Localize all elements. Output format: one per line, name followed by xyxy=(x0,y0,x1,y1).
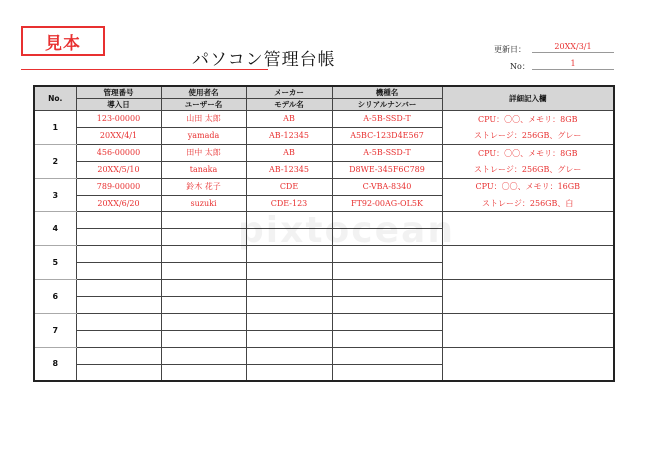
serial-cell[interactable] xyxy=(332,296,442,313)
device-name-cell[interactable]: A-5B-SSD-T xyxy=(332,111,442,128)
model-cell[interactable] xyxy=(246,263,332,280)
maker-cell[interactable] xyxy=(246,347,332,364)
device-name-cell[interactable] xyxy=(332,347,442,364)
device-name-cell[interactable]: C-VBA-8340 xyxy=(332,178,442,195)
updated-value[interactable]: 20XX/3/1 xyxy=(532,41,614,53)
row-number: 5 xyxy=(34,246,76,280)
model-cell[interactable] xyxy=(246,296,332,313)
header-intro-date: 導入日 xyxy=(76,99,161,111)
maker-cell[interactable] xyxy=(246,280,332,297)
detail-line-1[interactable] xyxy=(442,246,614,263)
mgmt-no-cell[interactable] xyxy=(76,280,161,297)
no-value[interactable]: 1 xyxy=(532,58,614,70)
serial-cell[interactable]: A5BC-123D4E567 xyxy=(332,127,442,144)
no-label: No： xyxy=(510,62,530,71)
user-cell[interactable] xyxy=(161,246,246,263)
user-name-cell[interactable]: yamada xyxy=(161,127,246,144)
user-cell[interactable]: 田中 太郎 xyxy=(161,144,246,161)
model-cell[interactable]: AB-12345 xyxy=(246,127,332,144)
mgmt-no-cell[interactable] xyxy=(76,313,161,330)
mgmt-no-cell[interactable] xyxy=(76,212,161,229)
serial-cell[interactable]: D8WE-345F6C789 xyxy=(332,161,442,178)
intro-date-cell[interactable] xyxy=(76,296,161,313)
user-cell[interactable] xyxy=(161,313,246,330)
user-cell[interactable] xyxy=(161,347,246,364)
detail-line-2[interactable] xyxy=(442,330,614,347)
header-maker: メーカー xyxy=(246,86,332,99)
header-user: 使用者名 xyxy=(161,86,246,99)
user-name-cell[interactable] xyxy=(161,296,246,313)
mgmt-no-cell[interactable] xyxy=(76,347,161,364)
row-number: 2 xyxy=(34,144,76,178)
maker-cell[interactable] xyxy=(246,313,332,330)
updated-label: 更新日： xyxy=(494,45,526,54)
detail-line-1[interactable] xyxy=(442,280,614,297)
detail-line-1[interactable] xyxy=(442,347,614,364)
maker-cell[interactable]: CDE xyxy=(246,178,332,195)
intro-date-cell[interactable] xyxy=(76,229,161,246)
user-name-cell[interactable] xyxy=(161,330,246,347)
detail-line-2[interactable] xyxy=(442,229,614,246)
user-cell[interactable] xyxy=(161,280,246,297)
row-number: 8 xyxy=(34,347,76,381)
header-details: 詳細記入欄 xyxy=(442,86,614,111)
sample-badge: 見本 xyxy=(21,26,105,56)
user-cell[interactable] xyxy=(161,212,246,229)
row-number: 1 xyxy=(34,111,76,145)
serial-cell[interactable] xyxy=(332,263,442,280)
serial-cell[interactable] xyxy=(332,330,442,347)
detail-line-2[interactable] xyxy=(442,364,614,381)
detail-line-1[interactable]: CPU：〇〇、メモリ：8GB xyxy=(442,144,614,161)
user-name-cell[interactable] xyxy=(161,229,246,246)
mgmt-no-cell[interactable]: 456-00000 xyxy=(76,144,161,161)
model-cell[interactable] xyxy=(246,364,332,381)
header-device-name: 機種名 xyxy=(332,86,442,99)
serial-cell[interactable] xyxy=(332,364,442,381)
row-number: 3 xyxy=(34,178,76,212)
row-number: 7 xyxy=(34,313,76,347)
serial-cell[interactable]: FT92-00AG-OL5K xyxy=(332,195,442,212)
model-cell[interactable]: AB-12345 xyxy=(246,161,332,178)
device-name-cell[interactable]: A-5B-SSD-T xyxy=(332,144,442,161)
user-name-cell[interactable] xyxy=(161,263,246,280)
maker-cell[interactable]: AB xyxy=(246,144,332,161)
intro-date-cell[interactable] xyxy=(76,364,161,381)
detail-line-2[interactable]: ストレージ：256GB、グレー xyxy=(442,161,614,178)
header-mgmt-no: 管理番号 xyxy=(76,86,161,99)
detail-line-2[interactable] xyxy=(442,263,614,280)
user-name-cell[interactable]: suzuki xyxy=(161,195,246,212)
device-name-cell[interactable] xyxy=(332,212,442,229)
intro-date-cell[interactable]: 20XX/5/10 xyxy=(76,161,161,178)
detail-line-2[interactable]: ストレージ：256GB、白 xyxy=(442,195,614,212)
row-number: 4 xyxy=(34,212,76,246)
detail-line-2[interactable]: ストレージ：256GB、グレー xyxy=(442,127,614,144)
mgmt-no-cell[interactable]: 123-00000 xyxy=(76,111,161,128)
device-name-cell[interactable] xyxy=(332,280,442,297)
mgmt-no-cell[interactable]: 789-00000 xyxy=(76,178,161,195)
intro-date-cell[interactable]: 20XX/4/1 xyxy=(76,127,161,144)
detail-line-1[interactable]: CPU：〇〇、メモリ：16GB xyxy=(442,178,614,195)
intro-date-cell[interactable] xyxy=(76,330,161,347)
header-model: モデル名 xyxy=(246,99,332,111)
header-serial: シリアルナンバー xyxy=(332,99,442,111)
detail-line-1[interactable] xyxy=(442,313,614,330)
mgmt-no-cell[interactable] xyxy=(76,246,161,263)
model-cell[interactable] xyxy=(246,229,332,246)
header-user-name: ユーザー名 xyxy=(161,99,246,111)
intro-date-cell[interactable]: 20XX/6/20 xyxy=(76,195,161,212)
model-cell[interactable]: CDE-123 xyxy=(246,195,332,212)
user-name-cell[interactable]: tanaka xyxy=(161,161,246,178)
maker-cell[interactable] xyxy=(246,246,332,263)
user-cell[interactable]: 鈴木 花子 xyxy=(161,178,246,195)
intro-date-cell[interactable] xyxy=(76,263,161,280)
page-title: パソコン管理台帳 xyxy=(192,50,336,70)
serial-cell[interactable] xyxy=(332,229,442,246)
user-name-cell[interactable] xyxy=(161,364,246,381)
detail-line-1[interactable]: CPU：〇〇、メモリ：8GB xyxy=(442,111,614,128)
detail-line-1[interactable] xyxy=(442,212,614,229)
user-cell[interactable]: 山田 太郎 xyxy=(161,111,246,128)
row-number: 6 xyxy=(34,280,76,314)
device-name-cell[interactable] xyxy=(332,313,442,330)
maker-cell[interactable]: AB xyxy=(246,111,332,128)
device-name-cell[interactable] xyxy=(332,246,442,263)
pc-ledger-table xyxy=(33,85,615,382)
maker-cell[interactable] xyxy=(246,212,332,229)
model-cell[interactable] xyxy=(246,330,332,347)
detail-line-2[interactable] xyxy=(442,296,614,313)
watermark: pixtocean xyxy=(238,210,455,251)
header-no: No. xyxy=(34,86,76,111)
